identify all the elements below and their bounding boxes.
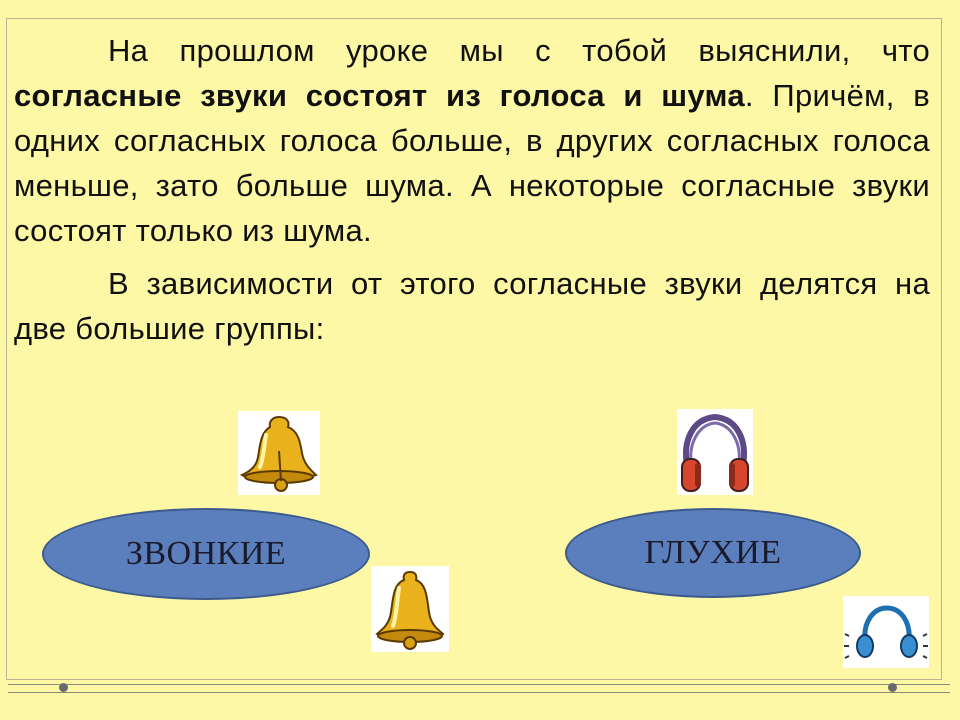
- bottom-rule-bottom: [8, 692, 950, 693]
- paragraph-1: [14, 28, 930, 253]
- bell-icon: [371, 566, 449, 652]
- voiced-group-label: ЗВОНКИЕ: [125, 535, 287, 572]
- rule-dot-left: [59, 683, 68, 692]
- bottom-rule-top: [8, 684, 950, 685]
- paragraph-2-text: В зависимости от этого согласные звуки делятся на две большие группы:: [14, 266, 930, 346]
- headphones-icon: [677, 409, 753, 495]
- paragraph-1-bold: согласные звуки состоят из голоса и шума: [14, 78, 745, 113]
- voiceless-group-label: ГЛУХИЕ: [644, 534, 782, 571]
- paragraph-1-text-a: На прошлом уроке мы с тобой выяснили, что: [108, 33, 930, 68]
- rule-dot-right: [888, 683, 897, 692]
- voiced-group-oval: [42, 508, 370, 600]
- paragraph-2: [14, 261, 930, 351]
- headphones-icon: [843, 596, 929, 668]
- bell-icon: [238, 411, 320, 495]
- voiceless-group-oval: [565, 508, 861, 598]
- paragraph-1-text-b: . Причём, в одних согласных голоса больше, в других согласных голоса меньше, зато больше шума. А некоторые согласные звуки состоят только из шума.: [14, 78, 930, 248]
- slide-text: [14, 28, 930, 351]
